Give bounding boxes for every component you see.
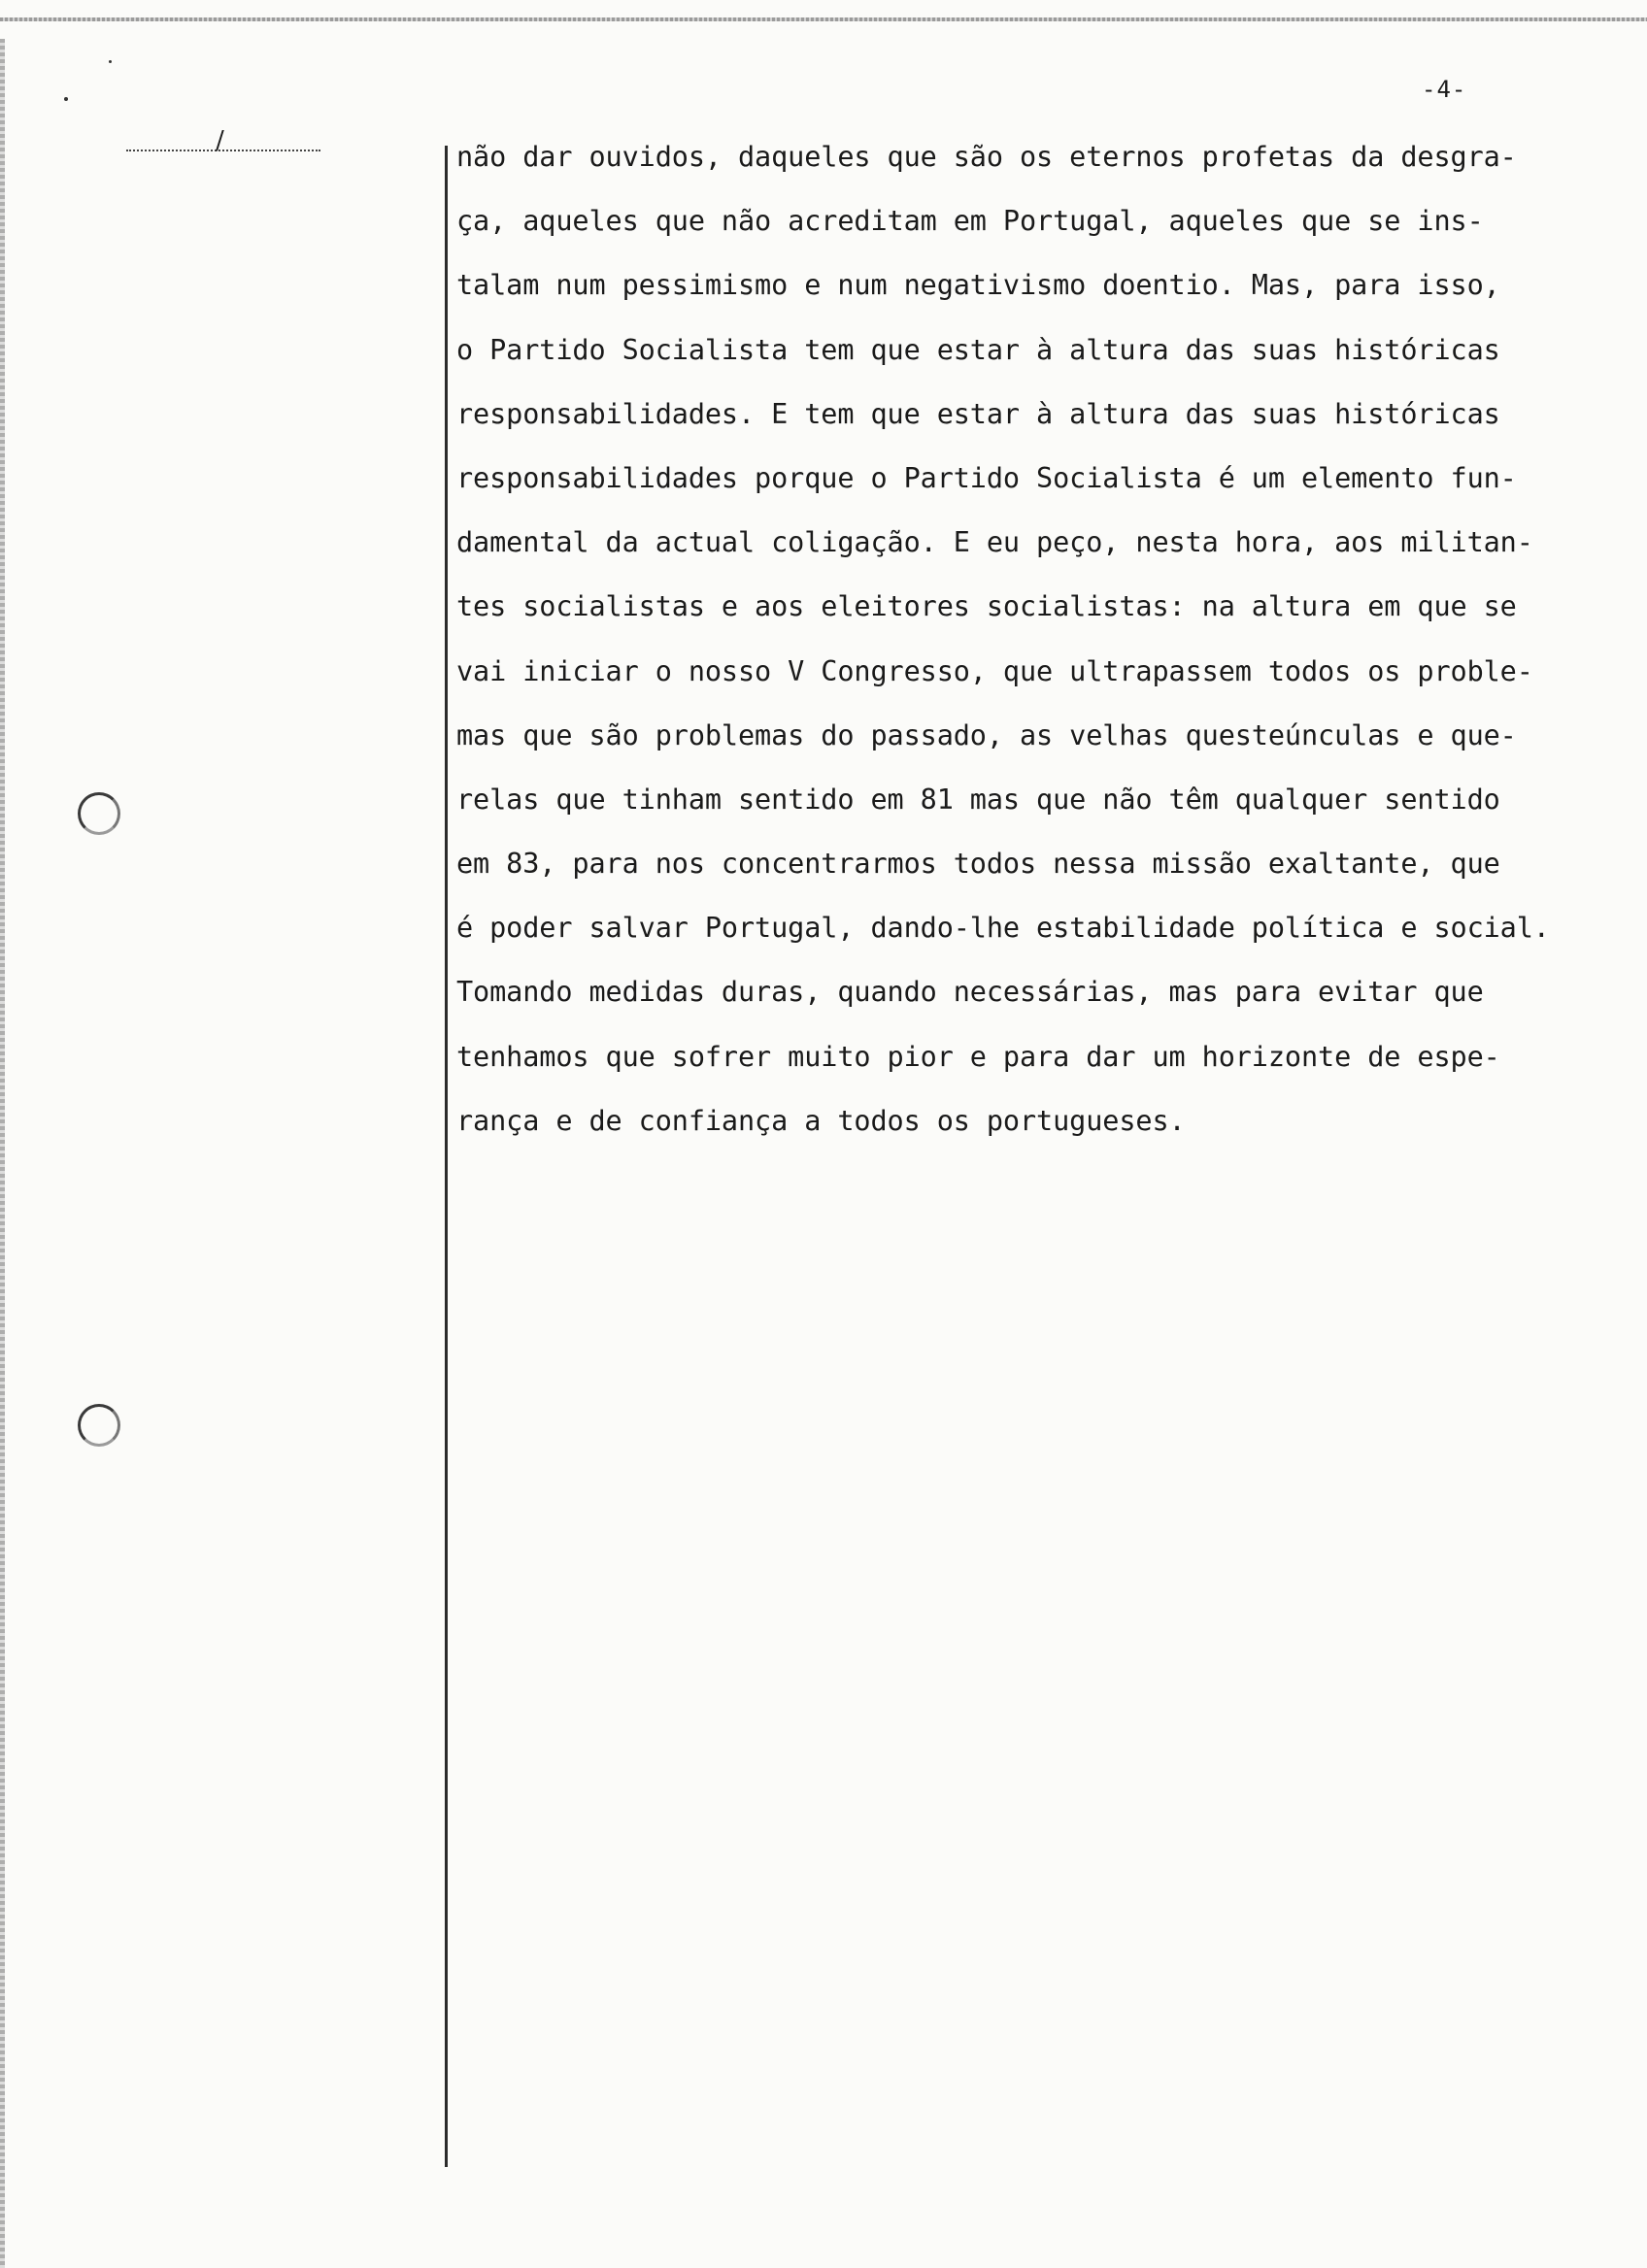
text-line: rança e de confiança a todos os portugueses.: [456, 1104, 1186, 1137]
reference-slash: /: [216, 126, 224, 155]
text-line: mas que são problemas do passado, as velhas questeúnculas e que-: [456, 718, 1517, 751]
scan-left-edge: [0, 39, 5, 2268]
margin-rule: [445, 146, 448, 2167]
page-number: -4-: [1422, 76, 1467, 103]
text-line: não dar ouvidos, daqueles que são os eternos profetas da desgra-: [456, 141, 1517, 173]
punch-hole-lower: [78, 1404, 120, 1447]
body-text: [456, 138, 1583, 1166]
text-line: em 83, para nos concentrarmos todos nessa missão exaltante, que: [456, 848, 1500, 881]
text-line: tes socialistas e aos eleitores socialistas: na altura em que se: [456, 590, 1517, 623]
text-line: é poder salvar Portugal, dando-lhe estabilidade política e social.: [456, 912, 1550, 945]
text-line: damental da actual coligação. E eu peço, nesta hora, aos militan-: [456, 526, 1533, 559]
scan-speck: [64, 97, 68, 101]
text-line: vai iniciar o nosso V Congresso, que ultrapassem todos os proble-: [456, 654, 1533, 687]
text-line: responsabilidades porque o Partido Socialista é um elemento fun-: [456, 461, 1517, 494]
scan-top-edge: [0, 17, 1647, 21]
text-line: tenhamos que sofrer muito pior e para dar um horizonte de espe-: [456, 1040, 1500, 1073]
text-line: relas que tinham sentido em 81 mas que não têm qualquer sentido: [456, 783, 1500, 816]
text-line: responsabilidades. E tem que estar à altura das suas históricas: [456, 397, 1500, 430]
text-line: o Partido Socialista tem que estar à altura das suas históricas: [456, 333, 1500, 366]
reference-mark: [126, 128, 320, 155]
text-line: talam num pessimismo e num negativismo doentio. Mas, para isso,: [456, 269, 1500, 302]
punch-hole-upper: [78, 792, 120, 835]
text-line: ça, aqueles que não acreditam em Portugal, aqueles que se ins-: [456, 205, 1484, 238]
scan-speck: [109, 60, 112, 63]
text-line: Tomando medidas duras, quando necessárias, mas para evitar que: [456, 976, 1484, 1009]
